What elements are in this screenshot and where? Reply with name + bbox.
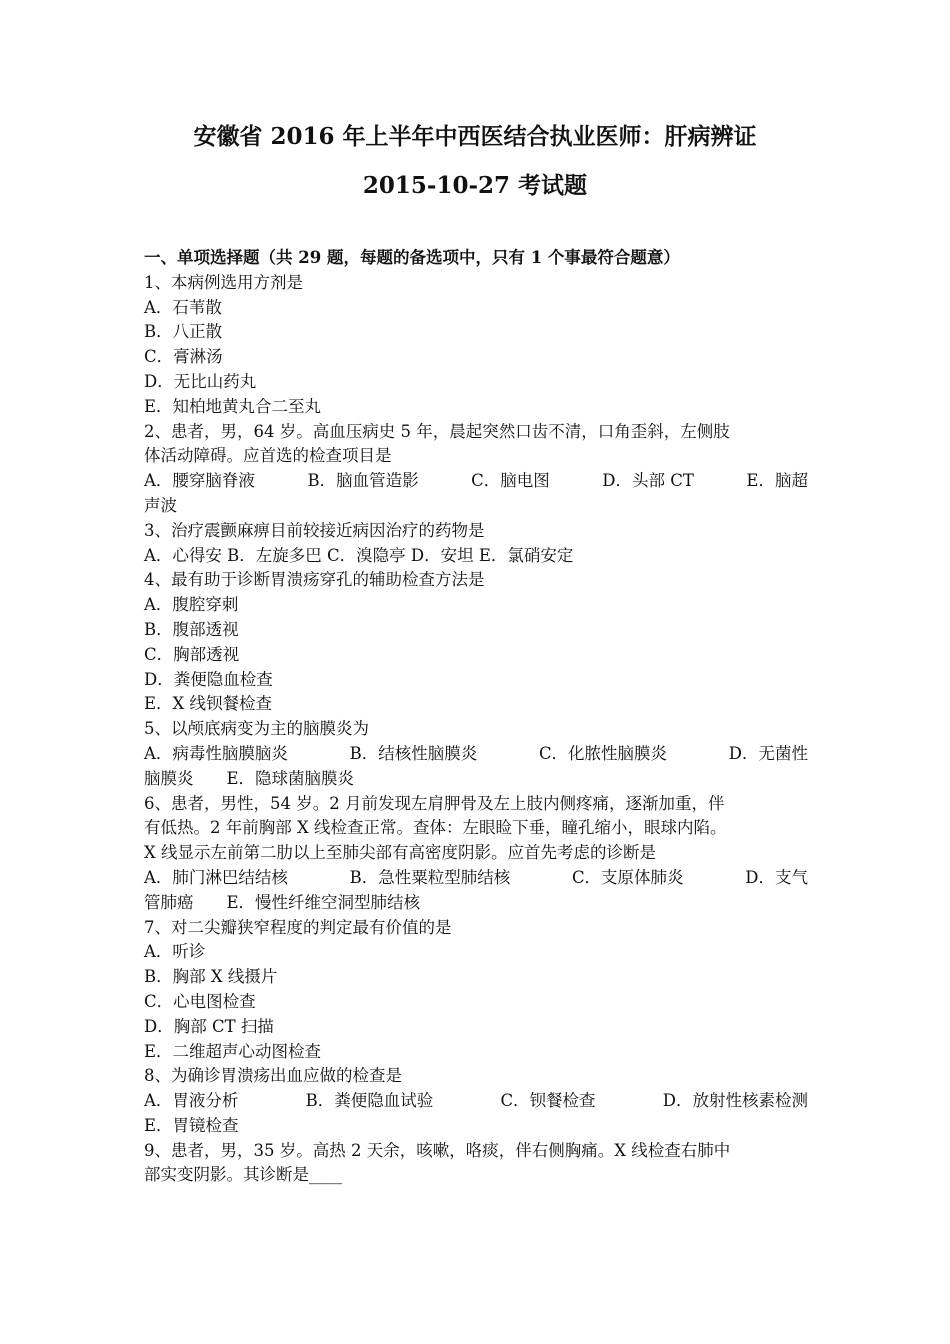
answer-option: A．腹腔穿刺	[144, 595, 239, 615]
question-stem: 部实变阴影。其诊断是____	[144, 1165, 342, 1185]
answer-option-continuation: 声波	[144, 495, 177, 515]
answer-option: B．结核性脑膜炎	[349, 743, 478, 763]
answer-option: D．放射性核素检测	[662, 1091, 808, 1111]
document-body	[144, 246, 808, 1188]
answer-option: B．胸部 X 线摄片	[144, 967, 278, 987]
question-stem: 3、治疗震颤麻痹目前较接近病因治疗的药物是	[144, 520, 485, 540]
answer-option: C．支原体肺炎	[571, 867, 684, 887]
answer-option: A．听诊	[144, 942, 206, 962]
answer-option: E．脑超	[746, 471, 808, 491]
answer-option: B．八正散	[144, 322, 223, 342]
answer-options-row	[144, 469, 808, 494]
answer-option: A．腰穿脑脊液	[144, 471, 255, 491]
answer-option: E．二维超声心动图检查	[144, 1041, 322, 1061]
answer-option: D．头部 CT	[602, 471, 694, 491]
answer-option: B．粪便隐血试验	[305, 1091, 434, 1111]
question-stem: 9、患者，男，35 岁。高热 2 天余，咳嗽，咯痰，伴右侧胸痛。X 线检查右肺中	[144, 1140, 731, 1160]
answer-option: C．化脓性脑膜炎	[538, 743, 668, 763]
question-stem: 5、以颅底病变为主的脑膜炎为	[144, 719, 369, 739]
question-stem: 7、对二尖瓣狭窄程度的判定最有价值的是	[144, 917, 452, 937]
question-stem: 6、患者，男性，54 岁。2 月前发现左肩胛骨及左上肢内侧疼痛，逐渐加重，伴	[144, 793, 725, 813]
question-stem: 4、最有助于诊断胃溃疡穿孔的辅助检查方法是	[144, 570, 485, 590]
document-title-line2: 2015-10-27 考试题	[362, 172, 588, 199]
answer-options-inline: A．心得安 B．左旋多巴 C．溴隐亭 D．安坦 E．氯硝安定	[144, 545, 574, 565]
question-stem: 8、为确诊胃溃疡出血应做的检查是	[144, 1066, 402, 1086]
answer-option: E．X 线钡餐检查	[144, 694, 273, 714]
section-heading: 一、单项选择题（共 29 题，每题的备选项中，只有 1 个事最符合题意）	[144, 248, 680, 267]
question-stem: 有低热。2 年前胸部 X 线检查正常。查体：左眼睑下垂，瞳孔缩小，眼球内陷。	[144, 818, 727, 838]
question-stem: 体活动障碍。应首选的检查项目是	[144, 446, 392, 466]
answer-options-row	[144, 1089, 808, 1114]
answer-options-row	[144, 742, 808, 767]
question-stem: 1、本病例选用方剂是	[144, 272, 303, 292]
answer-option: A．肺门淋巴结结核	[144, 867, 288, 887]
answer-option: D．支气	[745, 867, 808, 887]
answer-options-row	[144, 866, 808, 891]
answer-option-continuation: E．胃镜检查	[144, 1115, 239, 1135]
answer-option: A．病毒性脑膜脑炎	[144, 743, 288, 763]
answer-option-continuation: 脑膜炎 E．隐球菌脑膜炎	[144, 768, 355, 788]
answer-option: D．胸部 CT 扫描	[144, 1016, 274, 1036]
question-stem: X 线显示左前第二肋以上至肺尖部有高密度阴影。应首先考虑的诊断是	[144, 843, 656, 863]
answer-option: D．无比山药丸	[144, 371, 257, 391]
answer-option: C．脑电图	[471, 471, 550, 491]
answer-option: C．心电图检查	[144, 991, 256, 1011]
answer-option: B．急性粟粒型肺结核	[349, 867, 511, 887]
answer-option: C．胸部透视	[144, 644, 240, 664]
answer-option: B．脑血管造影	[307, 471, 419, 491]
answer-option: C．钡餐检查	[500, 1091, 596, 1111]
answer-option: D．粪便隐血检查	[144, 669, 273, 689]
answer-option: E．知柏地黄丸合二至丸	[144, 396, 322, 416]
answer-option: A．胃液分析	[144, 1091, 239, 1111]
answer-option: D．无菌性	[728, 743, 808, 763]
answer-option: A．石苇散	[144, 297, 222, 317]
answer-option: C．膏淋汤	[144, 347, 223, 367]
question-stem: 2、患者，男，64 岁。高血压病史 5 年，晨起突然口齿不清，口角歪斜，左侧肢	[144, 421, 730, 441]
answer-option-continuation: 管肺癌 E．慢性纤维空洞型肺结核	[144, 892, 421, 912]
answer-option: B．腹部透视	[144, 619, 239, 639]
document-title-line1: 安徽省 2016 年上半年中西医结合执业医师：肝病辨证	[193, 123, 757, 150]
